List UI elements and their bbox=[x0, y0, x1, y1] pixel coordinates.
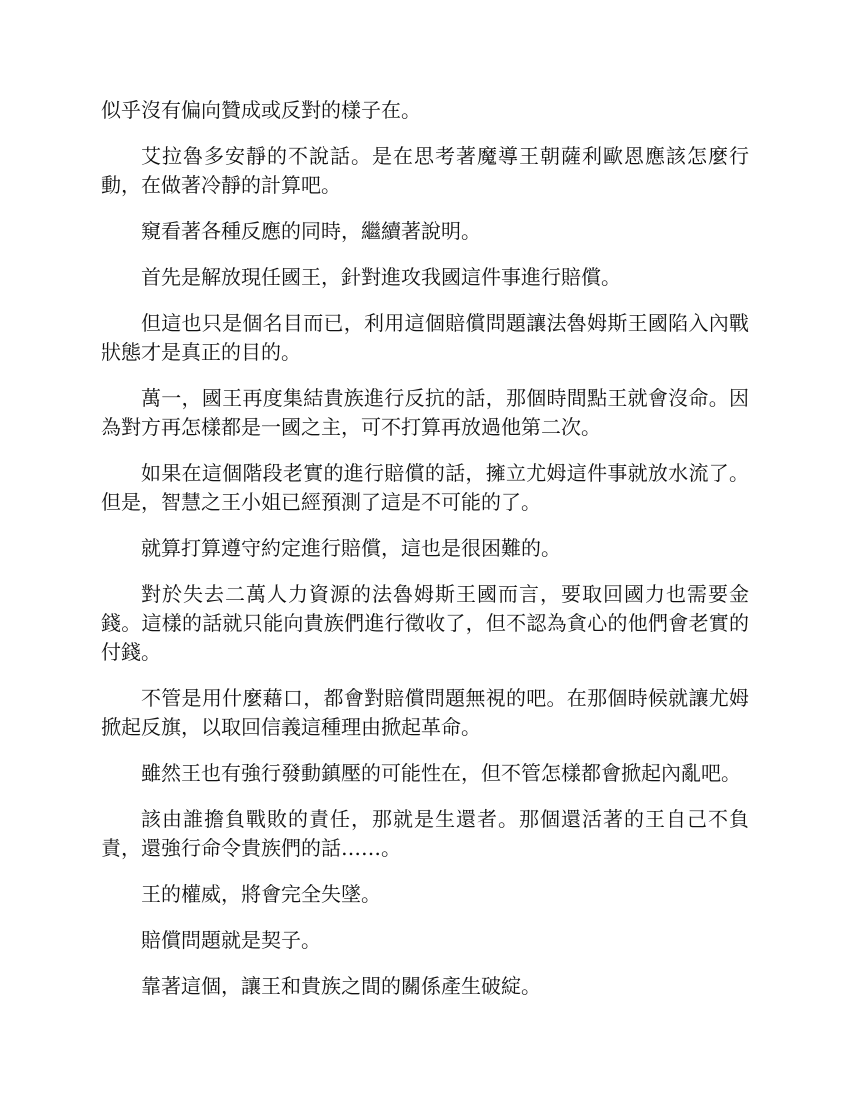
paragraph: 雖然王也有強行發動鎮壓的可能性在，但不管怎樣都會掀起內亂吧。 bbox=[141, 761, 741, 785]
paragraph: 就算打算遵守約定進行賠償，這也是很困難的。 bbox=[141, 536, 561, 560]
paragraph: 首先是解放現任國王，針對進攻我國這件事進行賠償。 bbox=[141, 265, 621, 289]
paragraph: 似乎沒有偏向贊成或反對的樣子在。 bbox=[101, 98, 421, 122]
paragraph: 靠著這個，讓王和貴族之間的關係產生破綻。 bbox=[141, 974, 541, 998]
paragraph: 窺看著各種反應的同時，繼續著說明。 bbox=[141, 219, 481, 243]
paragraph: 萬一，國王再度集結貴族進行反抗的話，那個時間點王就會沒命。因為對方再怎樣都是一國之主，可不打算再放過他第二次。 bbox=[101, 386, 749, 439]
paragraph: 對於失去二萬人力資源的法魯姆斯王國而言，要取回國力也需要金錢。這樣的話就只能向貴族們進行徵收了，但不認為貪心的他們會老實的付錢。 bbox=[101, 582, 749, 664]
paragraph: 不管是用什麼藉口，都會對賠償問題無視的吧。在那個時候就讓尤姆掀起反旗，以取回信義這種理由掀起革命。 bbox=[101, 686, 749, 739]
paragraph: 艾拉魯多安靜的不說話。是在思考著魔導王朝薩利歐恩應該怎麼行動，在做著冷靜的計算吧。 bbox=[101, 144, 749, 197]
paragraph: 如果在這個階段老實的進行賠償的話，擁立尤姆這件事就放水流了。但是，智慧之王小姐已經預測了這是不可能的了。 bbox=[101, 461, 749, 514]
paragraph: 賠償問題就是契子。 bbox=[141, 928, 321, 952]
document-body bbox=[101, 96, 749, 1018]
paragraph: 王的權威，將會完全失墜。 bbox=[141, 882, 381, 906]
paragraph: 但這也只是個名目而已，利用這個賠償問題讓法魯姆斯王國陷入內戰狀態才是真正的目的。 bbox=[101, 311, 749, 364]
paragraph: 該由誰擔負戰敗的責任，那就是生還者。那個還活著的王自己不負責，還強行命令貴族們的話……。 bbox=[101, 807, 749, 860]
